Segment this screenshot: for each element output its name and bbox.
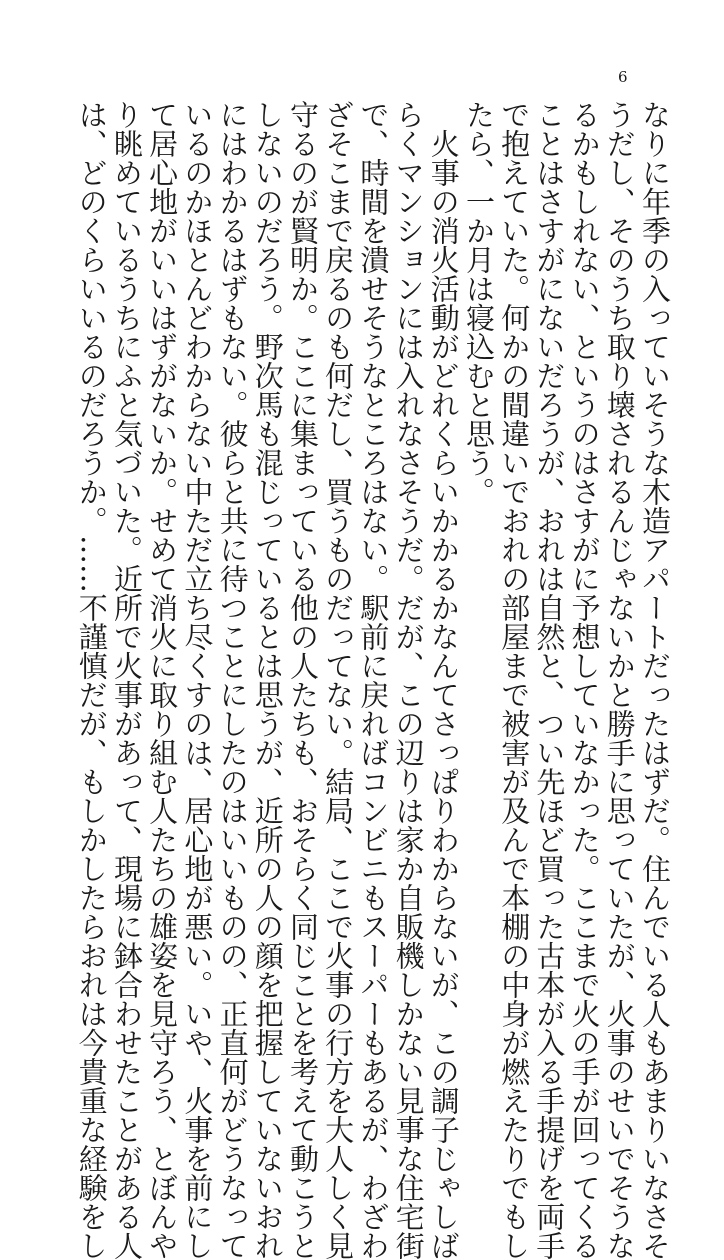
text-line: 守るのが賢明か。ここに集まっている他の人たちも、おそらく同じことを考えて動こうと — [285, 100, 320, 1260]
text-line: ざそこまで戻るのも何だし、買うものだってない。結局、ここで火事の行方を大人しく見 — [321, 100, 356, 1260]
text-line: て居心地がいいはずがないか。せめて消火に取り組む人たちの雄姿を見守ろう、とぼんや — [145, 100, 180, 1260]
text-line: で抱えていた。何かの間違いでおれの部屋まで被害が及んで本棚の中身が燃えたりでもし — [497, 100, 532, 1260]
text-line: なりに年季の入っていそうな木造アパートだったはずだ。住んでいる人もあまりいなさそ — [638, 100, 672, 1260]
text-line: ことはさすがにないだろうが、おれは自然と、つい先ほど買った古本が入る手提げを両手 — [532, 100, 567, 1260]
text-line: しないのだろう。野次馬も混じっているとは思うが、近所の人の顔を把握していないおれ — [250, 100, 285, 1260]
text-line: らくマンションには入れなさそうだ。だが、この辺りは家か自販機しかない見事な住宅街 — [391, 100, 426, 1260]
body-text — [74, 100, 672, 1260]
text-line: にはわかるはずもない。彼らと共に待つことにしたのはいいものの、正直何がどうなって — [215, 100, 250, 1260]
text-line: うだし、そのうち取り壊されるんじゃないかと勝手に思っていたが、火事のせいでそうな — [602, 100, 637, 1260]
text-line: るかもしれない、というのはさすがに予想していなかった。ここまで火の手が回ってくる — [567, 100, 602, 1260]
text-line: り眺めているうちにふと気づいた。近所で火事があって、現場に鉢合わせたことがある人 — [109, 100, 144, 1260]
text-line: 火事の消火活動がどれくらいかかるかなんてさっぱりわからないが、この調子じゃしば — [426, 100, 461, 1260]
text-line: で、時間を潰せそうなところはない。駅前に戻ればコンビニもスーパーもあるが、わざわ — [356, 100, 391, 1260]
page-number: 6 — [618, 68, 628, 86]
text-line: は、どのくらいいるのだろうか。……不謹慎だが、もしかしたらおれは今貴重な経験をし — [74, 100, 109, 1260]
text-line: たら、一か月は寝込むと思う。 — [461, 100, 496, 506]
text-line: いるのかほとんどわからない中ただ立ち尽くすのは、居心地が悪い。いや、火事を前にし — [180, 100, 215, 1260]
